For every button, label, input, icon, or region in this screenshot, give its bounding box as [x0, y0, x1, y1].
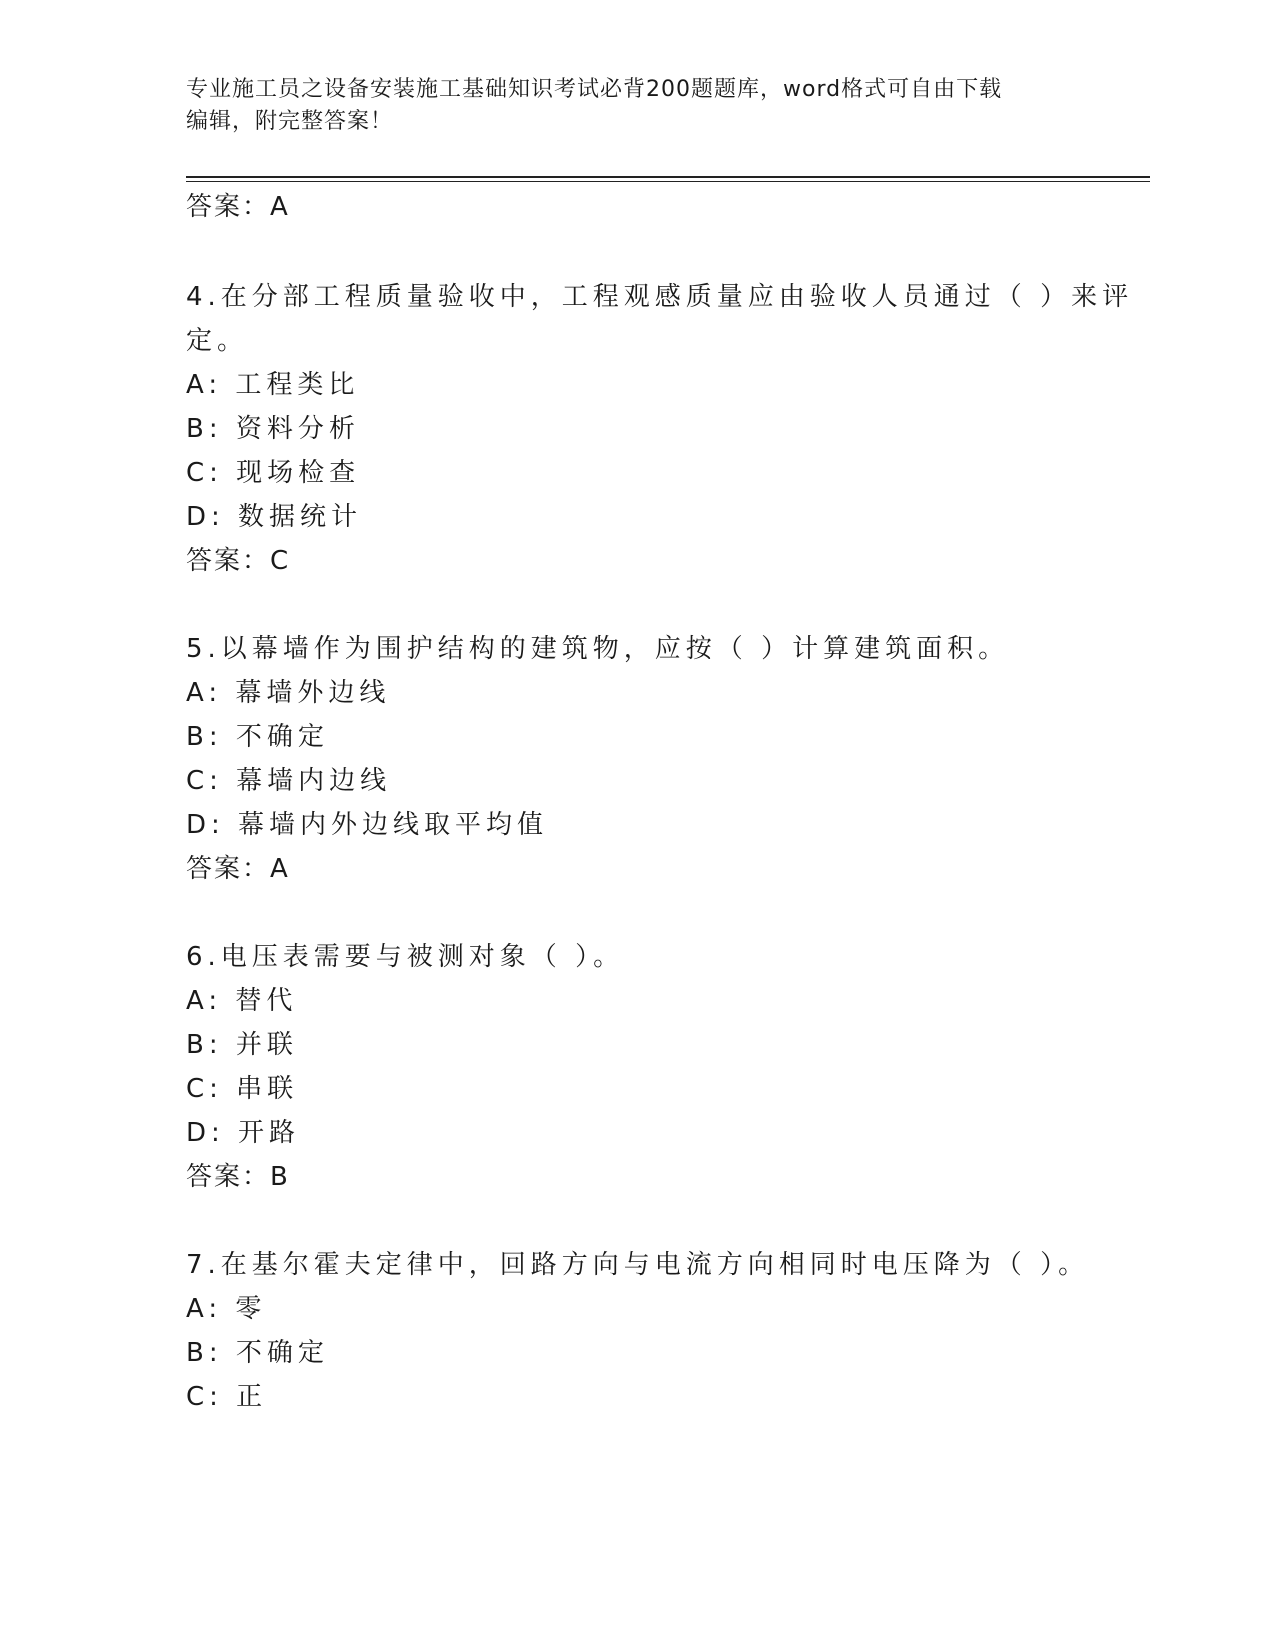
- question-5-option-c: C: 幕墙内边线: [186, 766, 392, 796]
- question-4-answer: 答案：C: [186, 546, 291, 576]
- question-7-option-a: A: 零: [186, 1294, 267, 1324]
- question-5-stem: 5.以幕墙作为围护结构的建筑物，应按（ ）计算建筑面积。: [186, 634, 1010, 664]
- question-6-option-a: A: 替代: [186, 986, 298, 1016]
- header-line-1: 专业施工员之设备安装施工基础知识考试必背200题题库，word格式可自由下载: [186, 77, 1003, 102]
- question-4-option-a: A: 工程类比: [186, 370, 360, 400]
- question-4-option-b: B: 资料分析: [186, 414, 360, 444]
- question-7-option-b: B: 不确定: [186, 1338, 329, 1368]
- question-7-stem: 7.在基尔霍夫定律中，回路方向与电流方向相同时电压降为（ ）。: [186, 1250, 1090, 1280]
- header-rule-thin: [186, 181, 1150, 182]
- question-6-option-b: B: 并联: [186, 1030, 298, 1060]
- question-6-stem: 6.电压表需要与被测对象（ ）。: [186, 942, 625, 972]
- header-line-2: 编辑，附完整答案！: [186, 109, 394, 134]
- question-4-option-c: C: 现场检查: [186, 458, 361, 488]
- question-5-option-d: D: 幕墙内外边线取平均值: [186, 810, 549, 840]
- question-5-option-a: A: 幕墙外边线: [186, 678, 391, 708]
- question-7-option-c: C: 正: [186, 1382, 268, 1412]
- question-6-option-c: C: 串联: [186, 1074, 299, 1104]
- question-6-option-d: D: 开路: [186, 1118, 301, 1148]
- header-rule-thick: [186, 176, 1150, 178]
- question-5-option-b: B: 不确定: [186, 722, 329, 752]
- document-header: [186, 74, 1066, 138]
- answer-previous: 答案：A: [186, 192, 290, 222]
- question-4-stem-line-2: 定。: [186, 326, 249, 356]
- question-6-answer: 答案：B: [186, 1162, 290, 1192]
- question-4-option-d: D: 数据统计: [186, 502, 363, 532]
- question-5-answer: 答案：A: [186, 854, 290, 884]
- question-4-stem-line-1: 4.在分部工程质量验收中，工程观感质量应由验收人员通过（ ）来评: [186, 282, 1134, 312]
